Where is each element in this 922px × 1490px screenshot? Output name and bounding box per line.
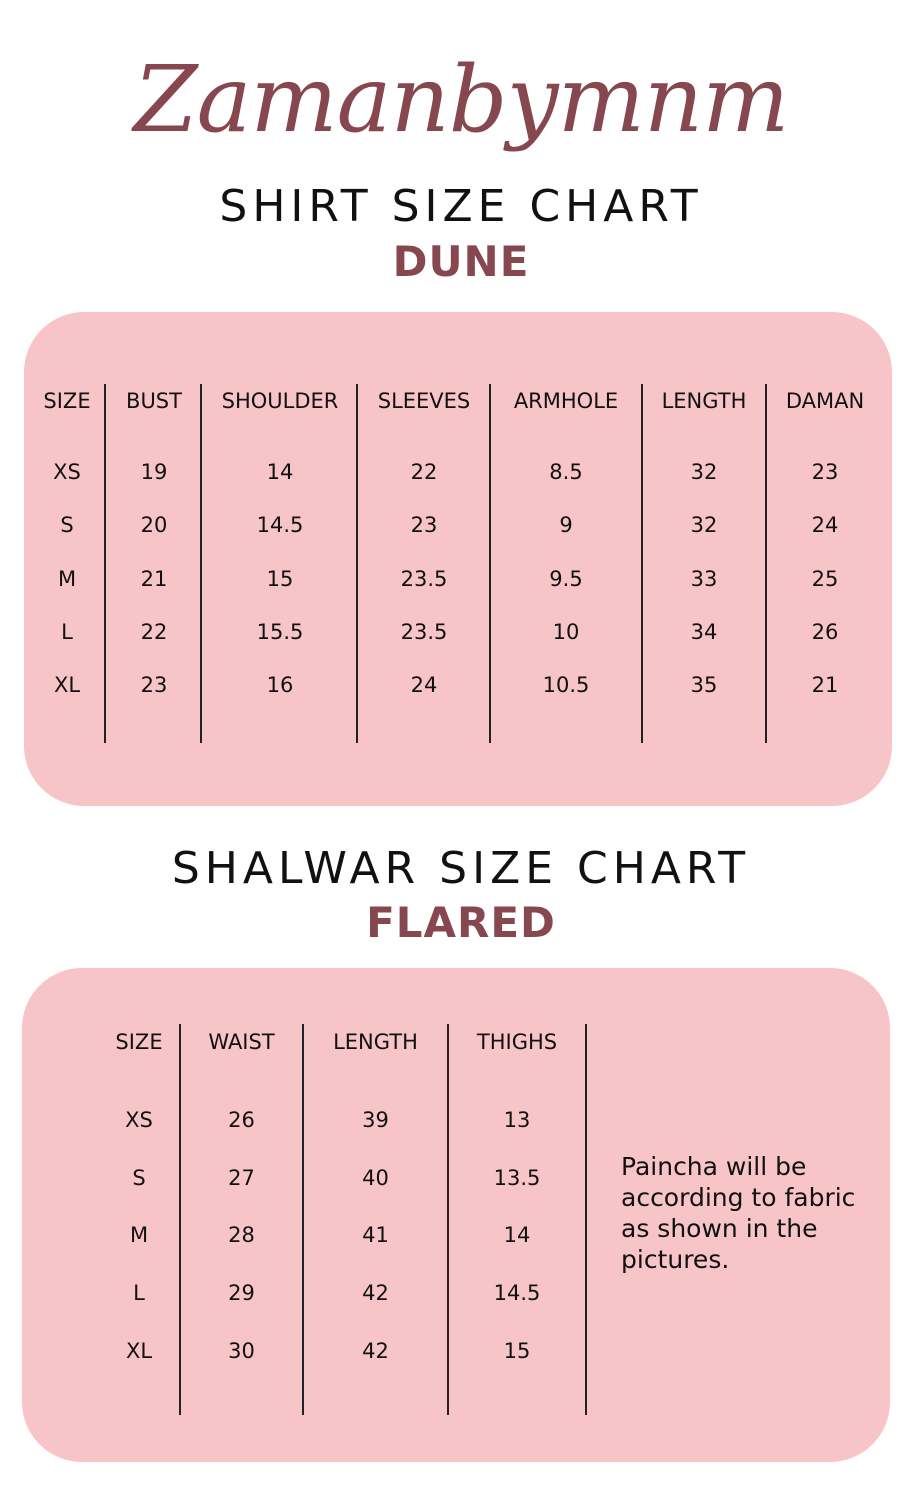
table-cell: S	[132, 1165, 146, 1190]
column-sleeves	[358, 312, 490, 806]
column-bust	[106, 312, 202, 806]
table-cell: L	[133, 1281, 145, 1306]
column-header: DAMAN	[785, 389, 865, 413]
table-cell: 29	[228, 1281, 255, 1306]
table-cell: 23	[410, 513, 438, 538]
shalwar-style-name: FLARED	[366, 898, 556, 947]
column-header: THIGHS	[476, 1030, 558, 1054]
table-cell: 33	[690, 566, 718, 591]
column-divider	[585, 1024, 587, 1415]
paincha-note: Paincha will be according to fabric as shown in the pictures.	[621, 1152, 856, 1274]
table-cell: 15	[503, 1338, 531, 1363]
table-cell: 34	[690, 619, 718, 644]
table-cell: 30	[228, 1338, 255, 1363]
table-cell: 13.5	[493, 1165, 541, 1190]
table-cell: L	[61, 619, 73, 644]
shalwar-size-table	[22, 968, 890, 1462]
table-cell: 9.5	[549, 566, 583, 591]
table-cell: 14	[503, 1223, 531, 1248]
table-cell: 16	[266, 673, 294, 698]
table-cell: 14.5	[256, 513, 304, 538]
shalwar-chart-title: SHALWAR SIZE CHART	[171, 843, 751, 894]
column-divider	[200, 384, 202, 743]
table-cell: M	[57, 566, 77, 591]
table-cell: 39	[362, 1108, 389, 1132]
shirt-size-table	[24, 312, 892, 806]
table-cell: 23	[140, 673, 168, 698]
table-cell: 26	[228, 1108, 255, 1132]
column-divider	[489, 384, 491, 743]
shirt-chart-title: SHIRT SIZE CHART	[219, 181, 703, 232]
column-header: SIZE	[115, 1030, 163, 1054]
column-header: SIZE	[43, 389, 91, 413]
table-cell: 9	[559, 513, 573, 538]
table-cell: 40	[362, 1165, 389, 1190]
table-cell: 8.5	[549, 460, 583, 484]
table-cell: 42	[362, 1338, 389, 1363]
column-armhole	[490, 312, 642, 806]
column-header: ARMHOLE	[513, 389, 619, 413]
column-divider	[356, 384, 358, 743]
table-cell: 14	[266, 460, 294, 484]
column-divider	[179, 1024, 181, 1415]
table-cell: 13	[503, 1108, 531, 1132]
table-cell: 35	[690, 673, 718, 698]
brand-logo: Zamanbymnm	[133, 46, 789, 153]
table-cell: 21	[140, 566, 168, 591]
column-header: SHOULDER	[221, 389, 339, 413]
table-cell: 27	[228, 1165, 255, 1190]
table-cell: M	[129, 1223, 149, 1248]
table-cell: 22	[140, 619, 168, 644]
column-waist	[180, 968, 303, 1462]
column-divider	[641, 384, 643, 743]
table-cell: XL	[53, 673, 81, 698]
table-cell: 32	[690, 513, 718, 538]
table-cell: 24	[811, 513, 839, 538]
table-cell: 23.5	[400, 566, 448, 591]
table-cell: 15.5	[256, 619, 304, 644]
table-cell: 19	[140, 460, 168, 484]
column-header: LENGTH	[661, 389, 747, 413]
table-cell: 22	[410, 460, 438, 484]
table-cell: 41	[362, 1223, 389, 1248]
column-size	[28, 312, 106, 806]
table-cell: 23.5	[400, 619, 448, 644]
table-cell: 23	[811, 460, 839, 484]
table-cell: 20	[140, 513, 168, 538]
column-divider	[104, 384, 106, 743]
table-cell: 10.5	[542, 673, 590, 698]
table-cell: 21	[811, 673, 839, 698]
column-header: SLEEVES	[377, 389, 471, 413]
table-cell: 14.5	[493, 1281, 541, 1306]
column-divider	[447, 1024, 449, 1415]
column-divider	[765, 384, 767, 743]
table-cell: XS	[53, 460, 81, 484]
column-header: BUST	[126, 389, 182, 413]
table-cell: 32	[690, 460, 718, 484]
column-shoulder	[202, 312, 358, 806]
table-cell: 15	[266, 566, 294, 591]
column-size	[98, 968, 180, 1462]
column-length	[642, 312, 766, 806]
table-cell: 10	[552, 619, 580, 644]
shirt-style-name: DUNE	[392, 237, 530, 286]
column-header: WAIST	[208, 1030, 275, 1054]
table-cell: 28	[228, 1223, 255, 1248]
column-length	[303, 968, 448, 1462]
column-daman	[766, 312, 884, 806]
column-divider	[302, 1024, 304, 1415]
table-cell: S	[60, 513, 74, 538]
table-cell: 26	[811, 619, 839, 644]
table-cell: 24	[410, 673, 438, 698]
column-thighs	[448, 968, 586, 1462]
table-cell: XS	[125, 1108, 153, 1132]
column-header: LENGTH	[333, 1030, 418, 1054]
table-cell: 25	[811, 566, 839, 591]
table-cell: 42	[362, 1281, 389, 1306]
table-cell: XL	[125, 1338, 153, 1363]
